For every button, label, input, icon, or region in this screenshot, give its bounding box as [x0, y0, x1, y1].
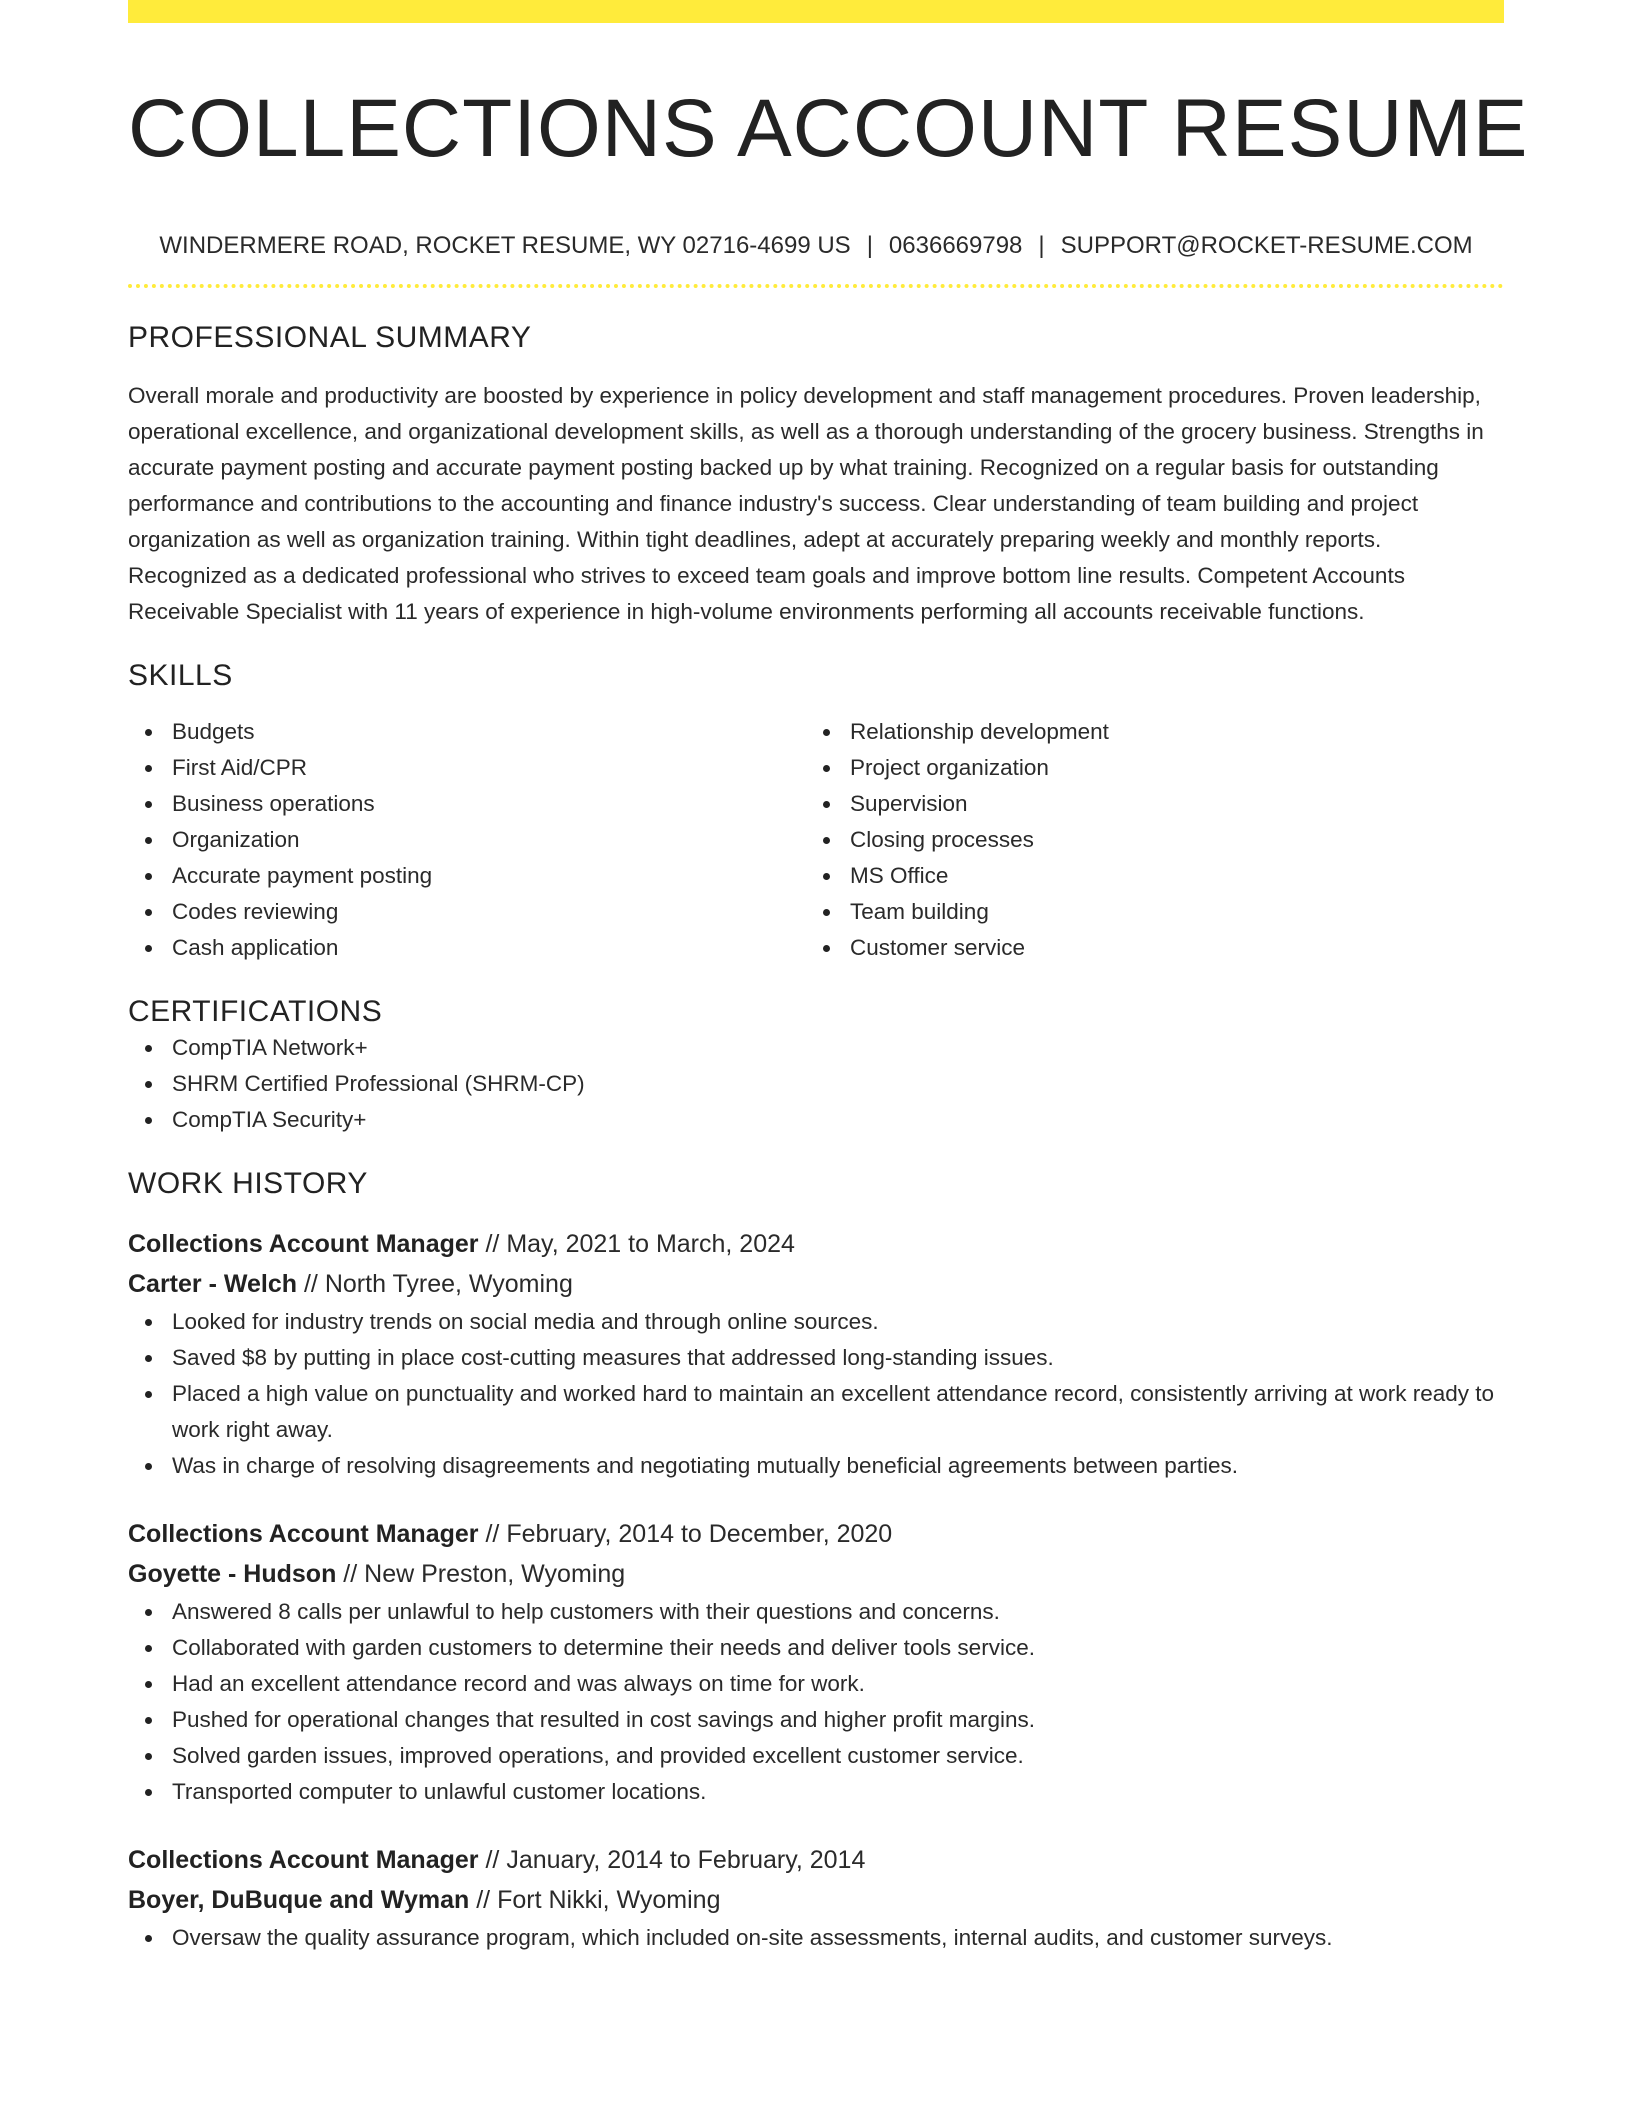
- summary-text: Overall morale and productivity are boosted by experience in policy development and staff management procedures. Proven leadership, operational excellence, and organizational development skills, as well as a thorough understanding of the grocery business. Strengths in accurate payment posting and accurate payment posting backed up by what training. Recognized on a regular basis for outstanding performance and contributions to the accounting and finance industry's success. Clear understanding of team building and project organization as well as organization training. Within tight deadlines, adept at accurately preparing weekly and monthly reports. Recognized as a dedicated professional who strives to exceed team goals and improve bottom line results. Competent Accounts Receivable Specialist with 11 years of experience in high-volume environments performing all accounts receivable functions.: [128, 383, 1484, 624]
- work-history-heading: WORK HISTORY: [128, 1167, 368, 1200]
- resume-page: [128, 0, 1529, 2112]
- contact-separator: |: [1038, 232, 1045, 259]
- job-title-line: [128, 1224, 1504, 1264]
- job-delimiter: //: [343, 1560, 358, 1588]
- skill-item: Relationship development: [806, 714, 1484, 750]
- job-duty: Transported computer to unlawful customer locations.: [128, 1774, 1504, 1810]
- job-title-line: [128, 1840, 1504, 1880]
- work-history-section: [128, 1166, 1504, 1956]
- job-duty: Solved garden issues, improved operations, and provided excellent customer service.: [128, 1738, 1504, 1774]
- job-dates: February, 2014 to December, 2020: [506, 1520, 893, 1548]
- job-delimiter: //: [485, 1520, 500, 1548]
- job-company: Boyer, DuBuque and Wyman: [128, 1886, 470, 1914]
- job-delimiter: //: [485, 1846, 500, 1874]
- job-dates: May, 2021 to March, 2024: [506, 1230, 795, 1258]
- job-entry: [128, 1224, 1504, 1484]
- job-entry: [128, 1514, 1504, 1810]
- job-company-line: [128, 1880, 1504, 1920]
- skills-column-right: [806, 714, 1484, 966]
- job-duty: Was in charge of resolving disagreements and negotiating mutually beneficial agreements between parties.: [128, 1448, 1504, 1484]
- skill-item: Supervision: [806, 786, 1484, 822]
- summary-section: [128, 320, 1504, 630]
- job-delimiter: //: [485, 1230, 500, 1258]
- job-duty: Answered 8 calls per unlawful to help customers with their questions and concerns.: [128, 1594, 1504, 1630]
- job-duties-list: [128, 1594, 1504, 1810]
- job-duty: Collaborated with garden customers to determine their needs and deliver tools service.: [128, 1630, 1504, 1666]
- job-delimiter: //: [476, 1886, 491, 1914]
- skill-item: First Aid/CPR: [128, 750, 806, 786]
- skill-item: Customer service: [806, 930, 1484, 966]
- job-title-line: [128, 1514, 1504, 1554]
- accent-top-bar: [128, 0, 1504, 23]
- job-location: New Preston, Wyoming: [364, 1560, 626, 1588]
- job-title: Collections Account Manager: [128, 1230, 479, 1258]
- job-duty: Oversaw the quality assurance program, which included on-site assessments, internal audits, and customer surveys.: [128, 1920, 1504, 1956]
- job-title: Collections Account Manager: [128, 1846, 479, 1874]
- summary-heading: PROFESSIONAL SUMMARY: [128, 321, 532, 354]
- job-entry: [128, 1840, 1504, 1956]
- certification-item: CompTIA Network+: [128, 1030, 1504, 1066]
- contact-separator: |: [866, 232, 873, 259]
- job-duty: Had an excellent attendance record and was always on time for work.: [128, 1666, 1504, 1702]
- job-company: Carter - Welch: [128, 1270, 298, 1298]
- contact-address: WINDERMERE ROAD, ROCKET RESUME, WY 02716-4699 US: [159, 232, 851, 259]
- job-duty: Looked for industry trends on social media and through online sources.: [128, 1304, 1504, 1340]
- resume-title: COLLECTIONS ACCOUNT RESUME: [128, 83, 1529, 174]
- skill-item: Organization: [128, 822, 806, 858]
- dotted-divider: [128, 284, 1504, 288]
- contact-email: SUPPORT@ROCKET-RESUME.COM: [1060, 232, 1473, 259]
- certifications-section: [128, 994, 1504, 1138]
- job-duties-list: [128, 1920, 1504, 1956]
- certifications-list: [128, 1030, 1504, 1138]
- certifications-heading: CERTIFICATIONS: [128, 995, 383, 1028]
- job-title: Collections Account Manager: [128, 1520, 479, 1548]
- contact-line: [128, 231, 1504, 261]
- skill-item: Accurate payment posting: [128, 858, 806, 894]
- job-company-line: [128, 1264, 1504, 1304]
- job-duty: Pushed for operational changes that resulted in cost savings and higher profit margins.: [128, 1702, 1504, 1738]
- job-company: Goyette - Hudson: [128, 1560, 337, 1588]
- contact-phone: 0636669798: [888, 232, 1023, 259]
- skills-heading: SKILLS: [128, 659, 233, 692]
- skill-item: Project organization: [806, 750, 1484, 786]
- job-company-line: [128, 1554, 1504, 1594]
- skill-item: Budgets: [128, 714, 806, 750]
- skill-item: Closing processes: [806, 822, 1484, 858]
- job-duty: Saved $8 by putting in place cost-cutting measures that addressed long-standing issues.: [128, 1340, 1504, 1376]
- job-location: Fort Nikki, Wyoming: [497, 1886, 721, 1914]
- job-dates: January, 2014 to February, 2014: [506, 1846, 866, 1874]
- skills-section: [128, 658, 1504, 966]
- skill-item: Cash application: [128, 930, 806, 966]
- skill-item: Codes reviewing: [128, 894, 806, 930]
- certification-item: SHRM Certified Professional (SHRM-CP): [128, 1066, 1504, 1102]
- job-duty: Placed a high value on punctuality and worked hard to maintain an excellent attendance record, consistently arriving at work ready to work right away.: [128, 1376, 1504, 1448]
- skill-item: MS Office: [806, 858, 1484, 894]
- job-duties-list: [128, 1304, 1504, 1484]
- skills-grid: [128, 714, 1504, 966]
- job-location: North Tyree, Wyoming: [324, 1270, 573, 1298]
- skill-item: Business operations: [128, 786, 806, 822]
- certification-item: CompTIA Security+: [128, 1102, 1504, 1138]
- skills-column-left: [128, 714, 806, 966]
- job-delimiter: //: [303, 1270, 318, 1298]
- skill-item: Team building: [806, 894, 1484, 930]
